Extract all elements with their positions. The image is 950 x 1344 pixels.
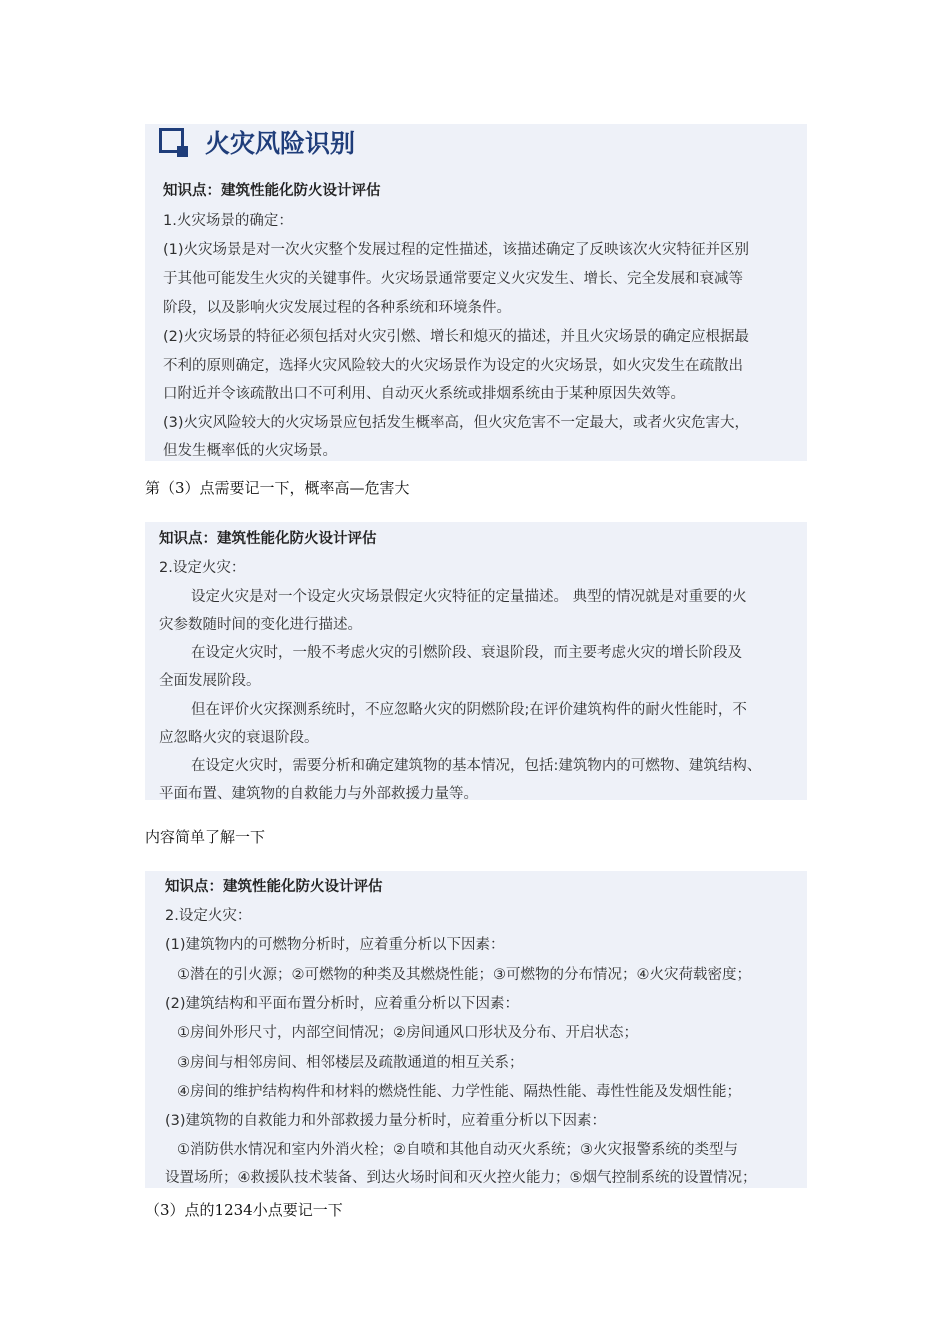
card3-line-1: 2.设定火灾： <box>165 908 252 924</box>
knowledge-point-label: 知识点：建筑性能化防火设计评估 <box>165 879 383 895</box>
note-2: 内容简单了解一下 <box>145 828 266 846</box>
card1-line-3: 于其他可能发生火灾的关键事件。火灾场景通常要定义火灾发生、增长、完全发展和衰减等 <box>163 271 743 287</box>
card2-line-5: 全面发展阶段。 <box>159 673 261 689</box>
card1-line-1: 1.火灾场景的确定： <box>163 213 293 229</box>
card3-line-8: (3)建筑物的自救能力和外部救援力量分析时，应着重分析以下因素： <box>165 1113 607 1129</box>
note-1: 第（3）点需要记一下，概率高—危害大 <box>145 479 410 497</box>
card3-line-4: (2)建筑结构和平面布置分析时，应着重分析以下因素： <box>165 996 520 1012</box>
note-3: （3）点的1234小点要记一下 <box>145 1201 343 1219</box>
card1-line-9: 但发生概率低的火灾场景。 <box>163 443 337 459</box>
knowledge-point-label: 知识点：建筑性能化防火设计评估 <box>163 183 381 199</box>
card2-line-4: 在设定火灾时，一般不考虑火灾的引燃阶段、衰退阶段，而主要考虑火灾的增长阶段及 <box>191 645 742 661</box>
card3-line-7: ④房间的维护结构构件和材料的燃烧性能、力学性能、隔热性能、毒性性能及发烟性能； <box>177 1084 741 1100</box>
card3-line-5: ①房间外形尺寸，内部空间情况；②房间通风口形状及分布、开启状态； <box>177 1025 638 1041</box>
card2-line-1: 2.设定火灾： <box>159 560 246 576</box>
card1-line-8: (3)火灾风险较大的火灾场景应包括发生概率高，但火灾危害不一定最大，或者火灾危害大， <box>163 415 750 431</box>
section-title: 火灾风险识别 <box>205 129 356 158</box>
card3-line-6: ③房间与相邻房间、相邻楼层及疏散通道的相互关系； <box>177 1055 524 1071</box>
knowledge-card-2 <box>145 522 807 800</box>
card2-line-3: 灾参数随时间的变化进行描述。 <box>159 617 362 633</box>
knowledge-card-3 <box>145 871 807 1188</box>
card2-line-2: 设定火灾是对一个设定火灾场景假定火灾特征的定量描述。 典型的情况就是对重要的火 <box>191 589 747 605</box>
card3-line-10: 设置场所；④救援队技术装备、到达火场时间和灭火控火能力；⑤烟气控制系统的设置情况； <box>165 1170 757 1186</box>
knowledge-card-1 <box>145 124 807 461</box>
square-title-icon <box>159 128 189 158</box>
card2-line-7: 应忽略火灾的衰退阶段。 <box>159 730 319 746</box>
card3-line-3: ①潜在的引火源；②可燃物的种类及其燃烧性能；③可燃物的分布情况；④火灾荷载密度； <box>177 967 751 983</box>
card1-line-4: 阶段，以及影响火灾发展过程的各种系统和环境条件。 <box>163 300 511 316</box>
card1-line-5: (2)火灾场景的特征必须包括对火灾引燃、增长和熄灭的描述，并且火灾场景的确定应根据最 <box>163 329 750 345</box>
card2-line-8: 在设定火灾时，需要分析和确定建筑物的基本情况，包括:建筑物内的可燃物、建筑结构、 <box>191 758 762 774</box>
card3-line-2: (1)建筑物内的可燃物分析时，应着重分析以下因素： <box>165 937 505 953</box>
card1-line-6: 不利的原则确定，选择火灾风险较大的火灾场景作为设定的火灾场景，如火灾发生在疏散出 <box>163 358 743 374</box>
card2-line-9: 平面布置、建筑物的自救能力与外部救援力量等。 <box>159 786 478 802</box>
knowledge-point-label: 知识点：建筑性能化防火设计评估 <box>159 531 377 547</box>
card1-line-7: 口附近并令该疏散出口不可利用、自动灭火系统或排烟系统由于某种原因失效等。 <box>163 386 685 402</box>
card2-line-6: 但在评价火灾探测系统时，不应忽略火灾的阴燃阶段;在评价建筑构件的耐火性能时，不 <box>191 702 747 718</box>
card3-line-9: ①消防供水情况和室内外消火栓；②自喷和其他自动灭火系统；③火灾报警系统的类型与 <box>177 1142 738 1158</box>
card1-line-2: (1)火灾场景是对一次火灾整个发展过程的定性描述，该描述确定了反映该次火灾特征并区别 <box>163 242 750 258</box>
